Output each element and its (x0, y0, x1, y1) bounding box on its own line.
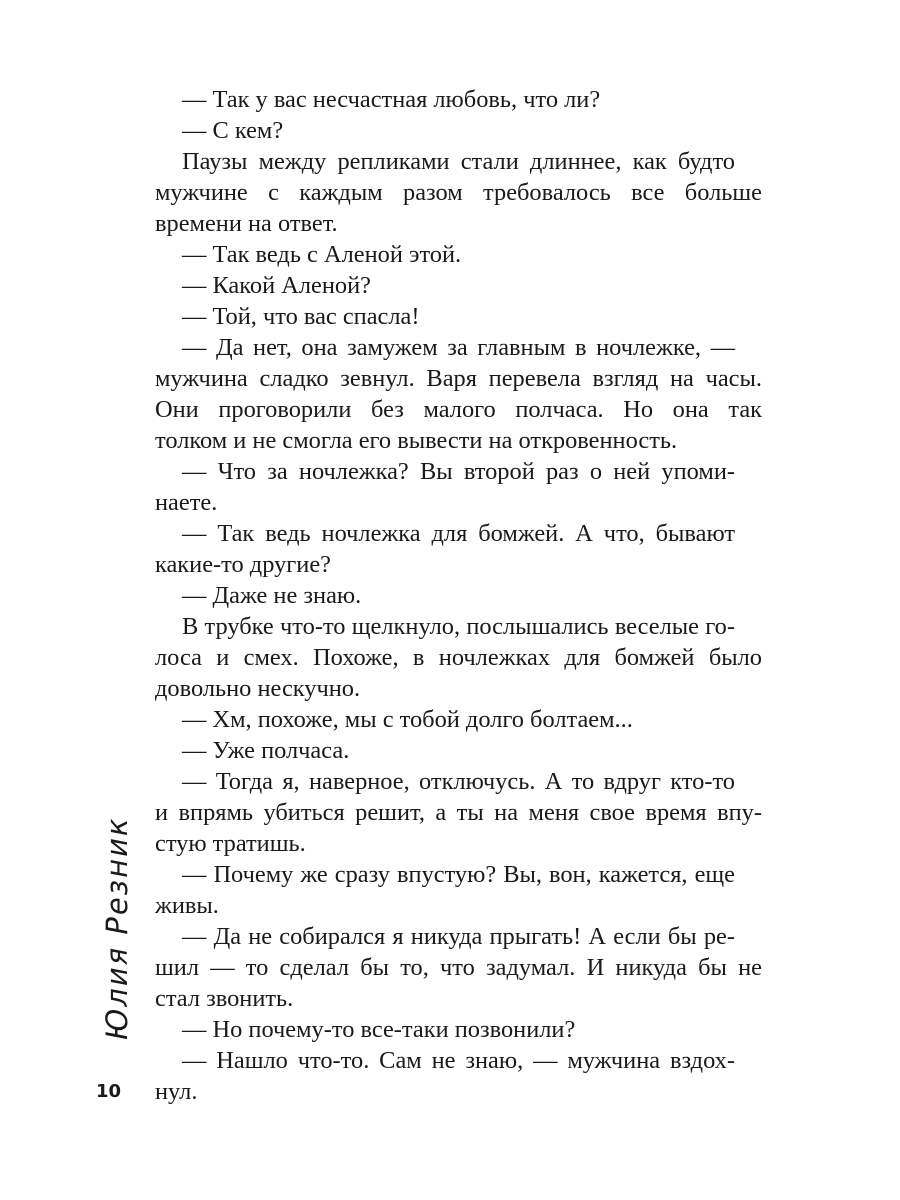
text-line: Они проговорили без малого полчаса. Но она так (155, 396, 762, 423)
paragraph (155, 611, 762, 704)
text-line: лоса и смех. Похоже, в ночлежках для бомжей было (155, 644, 762, 671)
paragraph (155, 332, 762, 456)
paragraph (155, 115, 762, 146)
paragraph (155, 270, 762, 301)
text-line: — Так ведь ночлежка для бомжей. А что, бывают (182, 520, 735, 547)
text-line: Паузы между репликами стали длиннее, как будто (182, 148, 735, 175)
text-line: нул. (155, 1078, 198, 1105)
text-line: — Тогда я, наверное, отключусь. А то вдруг кто-то (182, 768, 735, 795)
text-line: — Почему же сразу впустую? Вы, вон, кажется, еще (182, 861, 735, 888)
text-line: наете. (155, 489, 218, 516)
text-line: — Да нет, она замужем за главным в ночлежке, — (182, 334, 735, 361)
text-line: — Уже полчаса. (182, 737, 350, 764)
body-text (155, 84, 762, 1107)
paragraph (155, 239, 762, 270)
text-line: мужчина сладко зевнул. Варя перевела взгляд на часы. (155, 365, 762, 392)
paragraph (155, 1014, 762, 1045)
text-line: — Хм, похоже, мы с тобой долго болтаем... (182, 706, 633, 733)
text-line: — Какой Аленой? (182, 272, 371, 299)
paragraph (155, 456, 762, 518)
text-line: — Нашло что-то. Сам не знаю, — мужчина вздох- (182, 1047, 735, 1074)
text-line: — Той, что вас спасла! (182, 303, 420, 330)
page-number: 10 (96, 1081, 122, 1102)
paragraph (155, 301, 762, 332)
paragraph (155, 766, 762, 859)
text-line: — Даже не знаю. (182, 582, 362, 609)
text-line: времени на ответ. (155, 210, 338, 237)
text-line: мужчине с каждым разом требовалось все больше (155, 179, 762, 206)
text-line: В трубке что-то щелкнуло, послышались веселые го- (182, 613, 735, 640)
text-line: какие-то другие? (155, 551, 331, 578)
text-line: — С кем? (182, 117, 284, 144)
paragraph (155, 580, 762, 611)
paragraph (155, 704, 762, 735)
text-line: довольно нескучно. (155, 675, 361, 702)
paragraph (155, 84, 762, 115)
paragraph (155, 518, 762, 580)
text-line: — Так у вас несчастная любовь, что ли? (182, 86, 601, 113)
text-line: — Да не собирался я никуда прыгать! А если бы ре- (182, 923, 735, 950)
text-line: стую тратишь. (155, 830, 306, 857)
paragraph (155, 146, 762, 239)
text-line: толком и не смогла его вывести на откровенность. (155, 427, 678, 454)
paragraph (155, 921, 762, 1014)
text-line: стал звонить. (155, 985, 294, 1012)
text-line: и впрямь убиться решит, а ты на меня свое время впу- (155, 799, 762, 826)
running-head-author: Юлия Резник (100, 816, 134, 1040)
text-line: — Так ведь с Аленой этой. (182, 241, 462, 268)
paragraph (155, 735, 762, 766)
text-line: — Что за ночлежка? Вы второй раз о ней упоми- (182, 458, 735, 485)
text-line: шил — то сделал бы то, что задумал. И никуда бы не (155, 954, 762, 981)
paragraph (155, 1045, 762, 1107)
text-line: живы. (155, 892, 219, 919)
paragraph (155, 859, 762, 921)
text-line: — Но почему-то все-таки позвонили? (182, 1016, 576, 1043)
